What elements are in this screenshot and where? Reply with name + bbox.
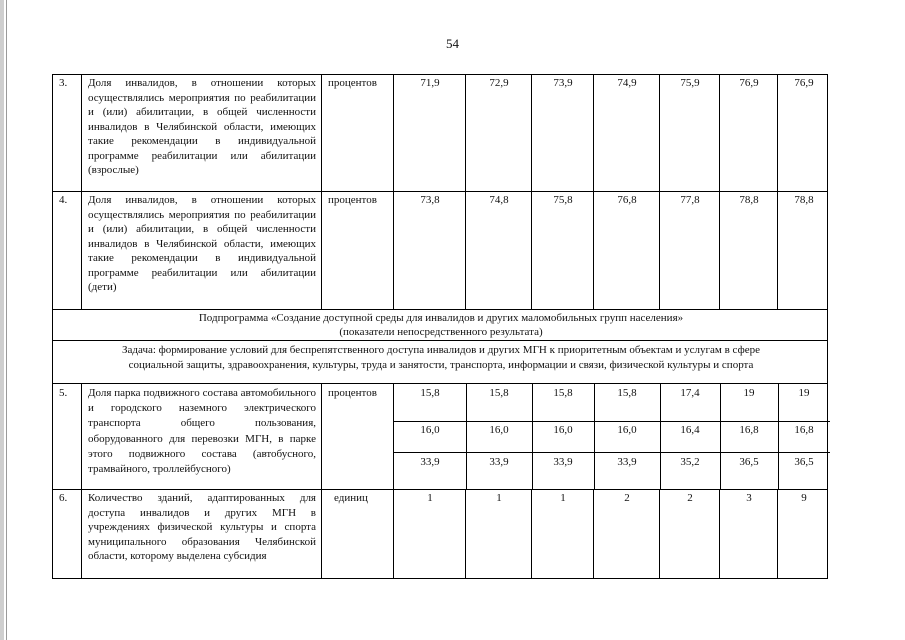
- indicator-cell: [81, 384, 321, 489]
- value-cell: 16,0: [420, 424, 440, 436]
- value-cell: 71,9: [420, 77, 440, 89]
- indicator-name: Количество зданий, адаптированных для доступа инвалидов и других МГН в учреждениях физической культуры и спорта муниципального образования Челябинской области, которому выделена субсидия: [88, 492, 316, 562]
- value-cell: 36,5: [739, 456, 759, 468]
- value-cell: 1: [427, 492, 433, 504]
- row-number: 5.: [59, 387, 68, 399]
- task-line-2: социальной защиты, здравоохранения, культуры, труда и занятости, транспорта, информации и связи, физической культуры и спорта: [128, 359, 754, 371]
- unit-label: процентов: [328, 77, 377, 89]
- row-number: 4.: [59, 194, 68, 206]
- table-row: [52, 383, 828, 490]
- value-cell: 16,0: [553, 424, 573, 436]
- unit-label: процентов: [328, 387, 377, 399]
- value-cell: 15,8: [617, 387, 637, 399]
- value-cell: 17,4: [680, 387, 700, 399]
- scan-edge-line: [6, 0, 7, 640]
- indicator-cell: [81, 75, 321, 191]
- value-cell: 3: [746, 492, 752, 504]
- value-cell: 1: [496, 492, 502, 504]
- subprogram-header: [52, 309, 828, 341]
- table-row: [52, 191, 828, 310]
- indicator-cell: [81, 490, 321, 578]
- value-cell: 76,8: [617, 194, 637, 206]
- value-cell: 77,8: [680, 194, 700, 206]
- value-cell: 33,9: [420, 456, 440, 468]
- values-block: [393, 384, 829, 489]
- table-row: [52, 74, 828, 192]
- unit-label: процентов: [328, 194, 377, 206]
- divider: [394, 421, 830, 422]
- row-number: 3.: [59, 77, 68, 89]
- indicator-name: Доля парка подвижного состава автомобильного и городского наземного электрического транспорта общего пользования, оборудованного для перевозки МГН, в парке этого подвижного состава (автобусного, трамвайного, троллейбусного): [88, 387, 316, 476]
- value-cell: 2: [624, 492, 630, 504]
- value-cell: 9: [801, 492, 807, 504]
- value-cell: 15,8: [420, 387, 440, 399]
- unit-cell: [321, 384, 393, 489]
- subprogram-subtitle: (показатели непосредственного результата): [339, 326, 543, 338]
- task-header: [52, 340, 828, 384]
- value-cell: 33,9: [489, 456, 509, 468]
- value-cell: 16,4: [680, 424, 700, 436]
- value-cell: 16,0: [489, 424, 509, 436]
- value-cell: 1: [560, 492, 566, 504]
- value-cell: 16,8: [739, 424, 759, 436]
- value-cell: 73,9: [553, 77, 573, 89]
- indicator-name: Доля инвалидов, в отношении которых осуществлялись мероприятия по реабилитации и (или) абилитации, в общей численности инвалидов в Челябинской области, имеющих такие рекомендации в индивидуальной программе реабилитации или абилитации (взрослые): [88, 77, 316, 176]
- value-cell: 76,9: [794, 77, 814, 89]
- value-cell: 2: [687, 492, 693, 504]
- value-cell: 35,2: [680, 456, 700, 468]
- table-row: [52, 489, 828, 579]
- subprogram-title: Подпрограмма «Создание доступной среды для инвалидов и других маломобильных групп населения»: [198, 312, 684, 324]
- unit-cell: [321, 75, 393, 191]
- row-number: 6.: [59, 492, 68, 504]
- value-cell: 78,8: [794, 194, 814, 206]
- unit-cell: [321, 490, 393, 578]
- divider: [394, 452, 830, 453]
- scan-edge: [0, 0, 4, 640]
- unit-cell: [321, 192, 393, 309]
- value-cell: 75,9: [680, 77, 700, 89]
- indicator-name: Доля инвалидов, в отношении которых осуществлялись мероприятия по реабилитации и (или) абилитации, в общей численности инвалидов в Челябинской области, имеющих такие рекомендации в индивидуальной программе реабилитации или абилитации (дети): [88, 194, 316, 293]
- value-cell: 73,8: [420, 194, 440, 206]
- value-cell: 36,5: [794, 456, 814, 468]
- value-cell: 76,9: [739, 77, 759, 89]
- value-cell: 16,0: [617, 424, 637, 436]
- value-cell: 78,8: [739, 194, 759, 206]
- value-cell: 74,8: [489, 194, 509, 206]
- value-cell: 33,9: [617, 456, 637, 468]
- value-cell: 16,8: [794, 424, 814, 436]
- value-cell: 15,8: [489, 387, 509, 399]
- value-cell: 33,9: [553, 456, 573, 468]
- value-cell: 19: [743, 387, 755, 399]
- page-number: 54: [446, 36, 459, 51]
- value-cell: 74,9: [617, 77, 637, 89]
- value-cell: 72,9: [489, 77, 509, 89]
- value-cell: 19: [798, 387, 810, 399]
- value-cell: 15,8: [553, 387, 573, 399]
- indicator-cell: [81, 192, 321, 309]
- task-line-1: Задача: формирование условий для беспрепятственного доступа инвалидов и других МГН к приоритетным объектам и услугам в сфере: [122, 344, 760, 356]
- unit-label: единиц: [334, 492, 368, 504]
- value-cell: 75,8: [553, 194, 573, 206]
